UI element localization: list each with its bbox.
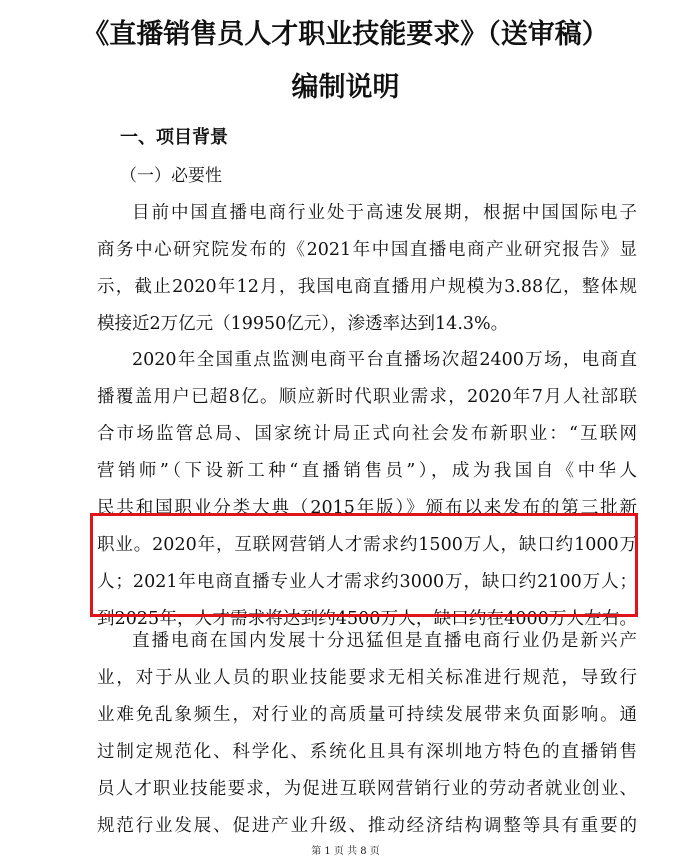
paragraph-statistics — [97, 342, 637, 638]
paragraph-background — [97, 195, 637, 343]
document-subtitle: 编制说明 — [291, 72, 400, 103]
highlighted-line: 到2025年，人才需求将达到约4500万人，缺口约在4000万人左右。 — [97, 609, 637, 629]
highlighted-line: 人；2021年电商直播专业人才需求约3000万，缺口约2100万人； — [97, 572, 637, 592]
subsection-heading: （一）必要性 — [120, 166, 222, 186]
paragraph-line: 业，对于从业人员的职业技能要求无相关标准进行规范，导致行 — [97, 668, 637, 688]
paragraph-line: 业难免乱象频生，对行业的高质量可持续发展带来负面影响。通 — [97, 705, 637, 725]
paragraph-line: 目前中国直播电商行业处于高速发展期，根据中国国际电子 — [132, 203, 637, 223]
document-title: 《直播销售员人才职业技能要求》（送审稿） — [82, 19, 609, 50]
section-heading: 一、项目背景 — [120, 127, 228, 148]
paragraph-line: 2020年全国重点监测电商平台直播场次超2400万场，电商直 — [132, 350, 637, 370]
paragraph-line: 示，截止2020年12月，我国电商直播用户规模为3.88亿，整体规 — [97, 277, 637, 297]
paragraph-industry — [97, 623, 637, 845]
paragraph-line: 员人才职业技能要求，为促进互联网营销行业的劳动者就业创业、 — [97, 779, 637, 799]
paragraph-line: 播覆盖用户已超8亿。顺应新时代职业需求，2020年7月人社部联 — [97, 387, 637, 407]
paragraph-line: 营销师”（下设新工种“直播销售员”），成为我国自《中华人 — [97, 461, 637, 481]
paragraph-line: 商务中心研究院发布的《2021年中国直播电商产业研究报告》显 — [97, 240, 637, 260]
paragraph-line: 民共和国职业分类大典（2015年版）》颁布以来发布的第三批新 — [97, 498, 637, 518]
paragraph-line: 规范行业发展、促进产业升级、推动经济结构调整等具有重要的 — [97, 816, 637, 836]
paragraph-line: 模接近2万亿元（19950亿元），渗透率达到14.3%。 — [97, 314, 509, 334]
highlighted-line: 职业。2020年，互联网营销人才需求约1500万人，缺口约1000万 — [97, 535, 637, 555]
page-number-footer: 第 1 页 共 8 页 — [311, 846, 380, 857]
paragraph-line: 合市场监管总局、国家统计局正式向社会发布新职业：“互联网 — [97, 424, 637, 444]
paragraph-line: 直播电商在国内发展十分迅猛但是直播电商行业仍是新兴产 — [132, 631, 637, 651]
paragraph-line: 过制定规范化、科学化、系统化且具有深圳地方特色的直播销售 — [97, 742, 637, 762]
